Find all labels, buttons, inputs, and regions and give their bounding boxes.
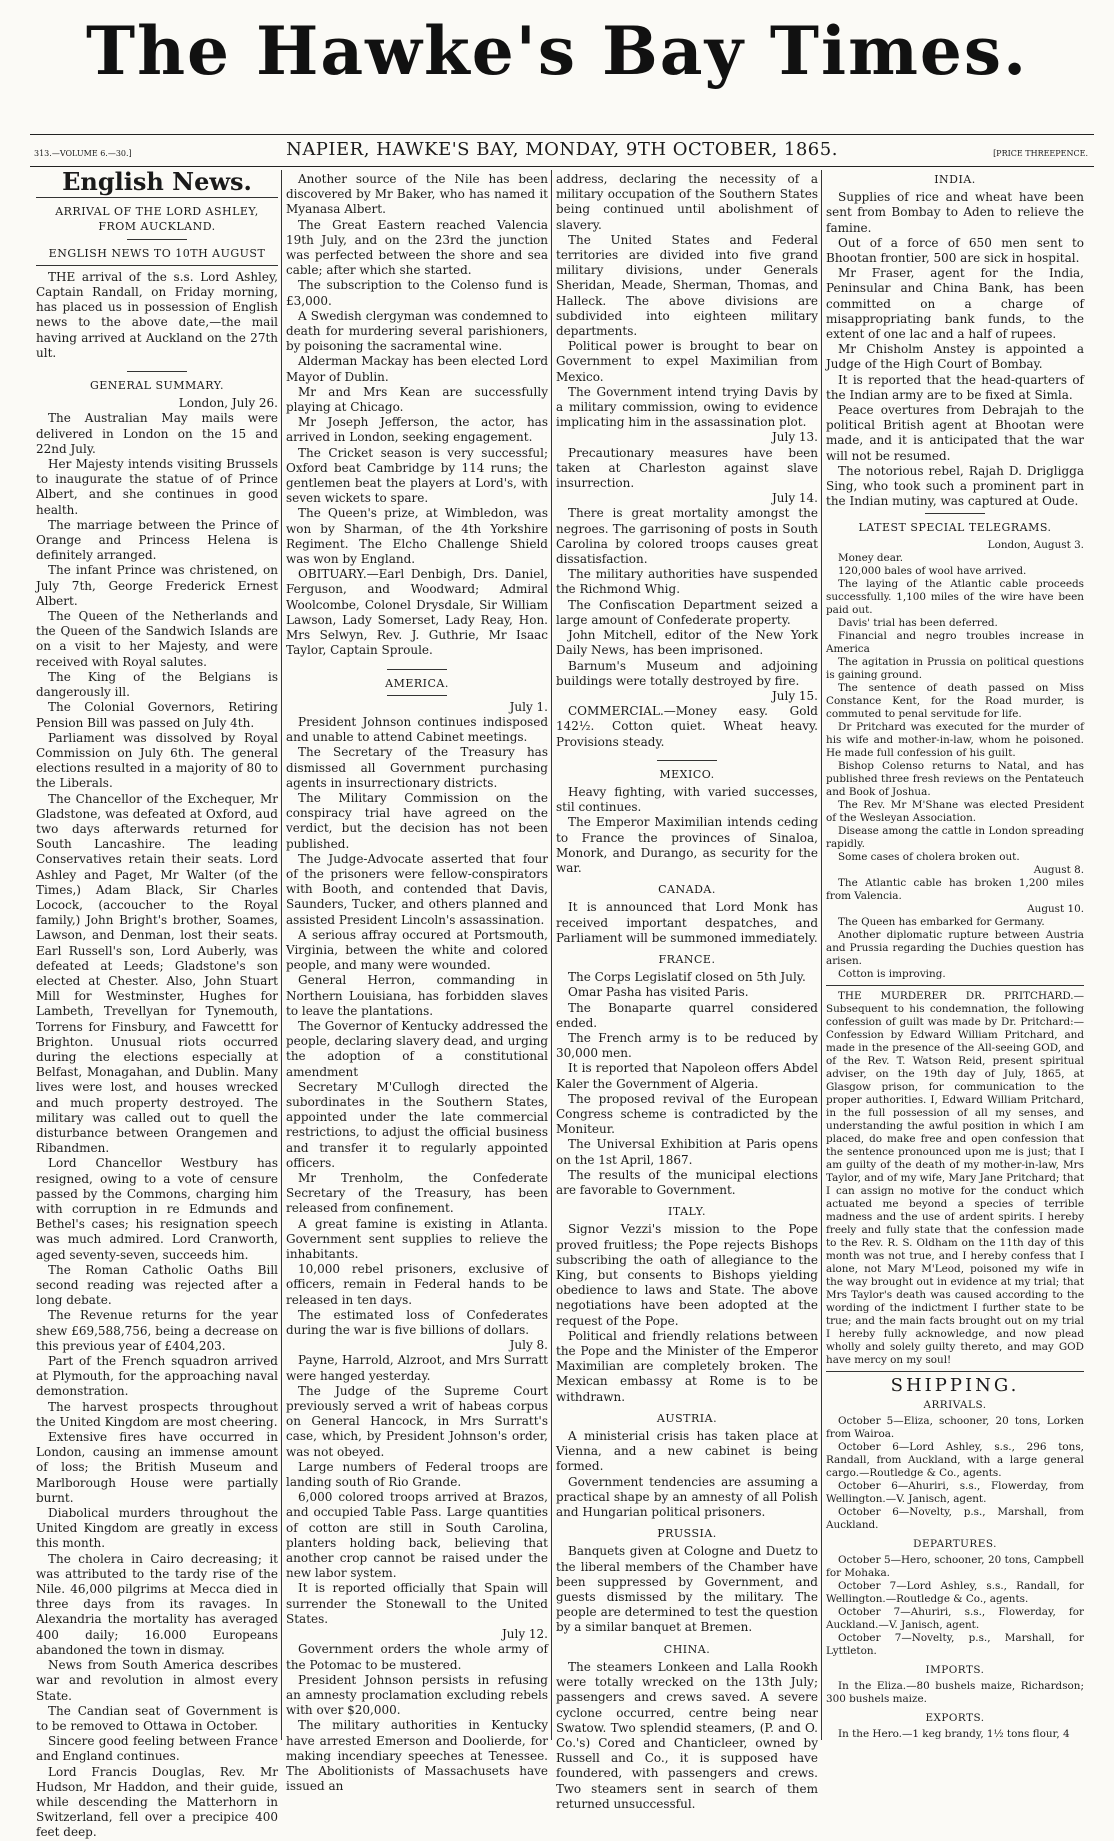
paragraph: Dr Pritchard was executed for the murder of his wife and mother-in-law, whom he poisoned. He made full confession of his guilt. [826,720,1084,759]
paragraph: The Governor of Kentucky addressed the people, declaring slavery dead, and urging the adoption of a constitutional amendment [286,1018,548,1079]
column-3 [556,172,818,1811]
paragraph: Davis' trial has been deferred. [838,616,998,629]
newspaper-title: The Hawke's Bay Times. [85,12,1029,90]
rule [36,265,278,266]
column-rule [821,170,822,1740]
shipping-heading: SHIPPING. [890,1374,1020,1396]
price: [PRICE THREEPENCE. [993,149,1088,158]
paragraph: The military authorities in Kentucky have arrested Emerson and Doolierde, for making incendiary speeches at Tenessee. The Abolitionists of Massachusets have issued an [286,1718,548,1794]
paragraph: October 5—Hero, schooner, 20 tons, Campbell for Mohaka. [826,1553,1084,1579]
paragraph: The marriage between the Prince of Orange and Princess Helena is definitely arranged. [36,517,278,563]
paragraph: There is great mortality amongst the negroes. The garrisoning of posts in South Carolina by colored troops causes great dissatisfaction. [556,506,818,567]
paragraph: The Queen has embarked for Germany. [838,915,1045,928]
paragraph: The Confiscation Department seized a large amount of Confederate property. [556,597,818,627]
dateline-text: July 13. [771,430,818,445]
paragraph: The Queen's prize, at Wimbledon, was won by Sharman, of the 4th Yorkshire Regiment. The Elcho Challenge Shield was won by England. [286,506,548,567]
article-heading: ARRIVALS. [923,1398,987,1411]
paragraph: Large numbers of Federal troops are landing south of Rio Grande. [286,1459,548,1490]
paragraph: Extensive fires have occurred in London, causing an immense amount of loss; the British Museum and Marlborough House were partially burnt. [36,1430,278,1505]
paragraph: The Atlantic cable has broken 1,200 miles from Valencia. [826,876,1084,902]
paragraph: Government orders the whole army of the Potomac to be mustered. [286,1642,548,1672]
paragraph: Mr Joseph Jefferson, the actor, has arrived in London, seeking engagement. [286,415,548,445]
paragraph: The Candian seat of Government is to be removed to Ottawa in October. [36,1703,278,1733]
paragraph: Barnum's Museum and adjoining buildings were totally destroyed by fire. [556,658,818,688]
paragraph: 120,000 bales of wool have arrived. [838,564,1027,577]
paragraph: The Government intend trying Davis by a military commission, owing to evidence implicating him in the assassination plot. [556,384,818,430]
column-rule [551,170,552,1740]
paragraph: Heavy fighting, with varied successes, stil continues. [556,784,818,815]
paragraph: THE arrival of the s.s. Lord Ashley, Captain Randall, on Friday morning, has placed us in possession of English news to the above date,—the mail having arrived at Auckland on the 27th ult. [36,269,278,360]
dateline-text: July 14. [771,491,818,506]
issue-date: NAPIER, HAWKE'S BAY, MONDAY, 9TH OCTOBER, 1865. [286,139,838,160]
paragraph: Mr Fraser, agent for the India, Peninsular and China Bank, has been committed on a charge of misappropriating bank funds, to the extent of one lac and a half of rupees. [826,266,1084,342]
paragraph: Part of the French squadron arrived at Plymouth, for the approaching naval demonstration. [36,1354,278,1399]
dateline-text: London, July 26. [178,396,278,411]
paragraph: Omar Pasha has visited Paris. [568,985,749,1000]
article-heading: DEPARTURES. [913,1537,997,1550]
article-heading: EXPORTS. [925,1711,985,1724]
article-heading: ARRIVAL OF THE LORD ASHLEY, FROM AUCKLAND. [55,205,259,234]
section-title: English News. [62,167,252,196]
paragraph: It is reported officially that Spain will surrender the Stonewall to the United States. [286,1581,548,1626]
dateline-text: July 8. [509,1338,548,1353]
paragraph: October 6—Lord Ashley, s.s., 296 tons, Randall, from Auckland, with a large general cargo.—Routledge & Co., agents. [826,1440,1084,1479]
rule [127,371,187,372]
dateline-text: July 12. [501,1627,548,1642]
paragraph: John Mitchell, editor of the New York Daily News, has been imprisoned. [556,628,818,658]
paragraph: The Judge of the Supreme Court previously served a writ of habeas corpus on General Hancock, in Mrs Surratt's case, which, by President Johnson's order, was not obeyed. [286,1383,548,1459]
article-heading: CANADA. [658,883,716,897]
paragraph: Mr Trenholm, the Confederate Secretary of the Treasury, has been released from confinement. [286,1171,548,1216]
article-heading: CHINA. [663,1642,711,1656]
paragraph: Sincere good feeling between France and England continues. [36,1734,278,1764]
paragraph: The proposed revival of the European Congress scheme is contradicted by the Moniteur. [556,1091,818,1137]
paragraph: A great famine is existing in Atlanta. Government sent supplies to relieve the inhabitants. [286,1216,548,1262]
article-heading: GENERAL SUMMARY. [89,379,225,393]
paragraph: The Colonial Governors, Retiring Pension Bill was passed on July 4th. [36,700,278,730]
paragraph: October 7—Lord Ashley, s.s., Randall, for Wellington.—Routledge & Co., agents. [826,1579,1084,1605]
paragraph: The steamers Lonkeen and Lalla Rookh were totally wrecked on the 13th July; passengers and crews saved. A severe cyclone occurred, centre being near Swatow. Two splendid steamers, (P. and O. Co.'s) Cored and Chanticleer, owned by Russell and Co., it is supposed have foundered, with passengers and crews. Two steamers sent in search of them returned unsuccessful. [556,1659,818,1811]
paragraph: Political and friendly relations between the Pope and the Minister of the Emperor Maximilian are completely broken. The Mexican embassy at Rome is to be withdrawn. [556,1328,818,1404]
paragraph: Secretary M'Cullogh directed the subordinates in the Southern States, appointed under the late commercial restrictions, to adjust the official business and transfer it to regularly appointed officers. [286,1079,548,1170]
rule [387,669,447,670]
rule [925,513,985,514]
paragraph: President Johnson persists in refusing an amnesty proclamation excluding rebels with over $20,000. [286,1672,548,1718]
rule [36,197,278,198]
paragraph: A ministerial crisis has taken place at Vienna, and a new cabinet is being formed. [556,1429,818,1474]
paragraph: The estimated loss of Confederates during the war is five billions of dollars. [286,1307,548,1338]
paragraph: The United States and Federal territories are divided into five grand military divisions, under Generals Sheridan, Meade, Sherman, Thomas, and Halleck. The above divisions are subdivided into eighteen military departments. [556,232,818,339]
paragraph: It is announced that Lord Monk has received important despatches, and Parliament will be summoned immediately. [556,900,818,945]
paragraph: 6,000 colored troops arrived at Brazos, and occupied Table Pass. Large quantities of cotton are still in South Carolina, planters holding back, believing that another crop cannot be raised under the new labor system. [286,1490,548,1581]
paragraph: OBITUARY.—Earl Denbigh, Drs. Daniel, Ferguson, and Woodward; Admiral Woolcombe, Colonel Drysdale, Sir William Lawson, Lady Somerset, Lady Reay, Hon. Mrs Selwyn, Rev. J. Guthrie, Mr Isaac Taylor, Captain Sproule. [286,567,548,658]
paragraph: The Revenue returns for the year shew £69,588,756, being a decrease on this previous year of £404,203. [36,1308,278,1353]
paragraph: General Herron, commanding in Northern Louisiana, has forbidden slaves to leave the plantations. [286,973,548,1018]
paragraph: Government tendencies are assuming a practical shape by an amnesty of all Polish and Hungarian political prisoners. [556,1474,818,1520]
rule [826,985,1084,986]
paragraph: The Bonaparte quarrel considered ended. [556,1000,818,1030]
paragraph: The Roman Catholic Oaths Bill second reading was rejected after a long debate. [36,1262,278,1308]
article-heading: INDIA. [934,173,976,186]
paragraph: Another source of the Nile has been discovered by Mr Baker, who has named it Myanasa Albert. [286,172,548,217]
paragraph: The Corps Legislatif closed on 5th July. [568,970,806,985]
paragraph: Cotton is improving. [838,967,946,980]
paragraph: In the Hero.—1 keg brandy, 1½ tons flour, 4 [838,1727,1070,1740]
volume-number: 313.—VOLUME 6.—30.] [34,149,132,158]
dateline-text: July 15. [771,688,818,703]
paragraph: The Great Eastern reached Valencia 19th July, and on the 23rd the junction was perfected between the shore and sea cable; after which she started. [286,217,548,278]
rule [30,134,1094,135]
column-1 [36,167,278,1840]
paragraph: The Queen of the Netherlands and the Queen of the Sandwich Islands are on a visit to her Majesty, and were received with Royal salutes. [36,609,278,669]
paragraph: The Chancellor of the Exchequer, Mr Gladstone, was defeated at Oxford, aud two days afterwards returned for South Lancashire. The leading Conservatives retain their seats. Lord Ashley and Paget, Mr Walter (of the Times,) Adam Black, Sir Charles Locock, (accoucher to the Royal family,) John Bright's brother, Soames, Lawson, and Denman, lost their seats. Earl Russell's son, Lord Auberly, was defeated at Leeds; Gladstone's son elected at Chester. Also, John Stuart Mill for Westminster, Hughes for Lambeth, Trevellyan for Tynemouth, Torrens for Finsbury, and Fawcettt for Brighton. Unusual riots occurred during the elections especially at Belfast, Monagahan, and Dublin. Many lives were lost, and houses wrecked and much property destroyed. The military was called out to quell the disturbance between Orangemen and Ribandmen. [36,791,278,1156]
paragraph: Financial and negro troubles increase in America [826,629,1084,655]
paragraph: Disease among the cattle in London spreading rapidly. [826,824,1084,850]
paragraph: October 6—Novelty, p.s., Marshall, from Auckland. [826,1505,1084,1531]
paragraph: COMMERCIAL.—Money easy. Gold 142½. Cotton quiet. Wheat heavy. Provisions steady. [556,704,818,749]
dateline-text: London, August 3. [987,538,1084,551]
rule [387,695,447,696]
paragraph: October 5—Eliza, schooner, 20 tons, Lorken from Wairoa. [826,1414,1084,1440]
paragraph: It is reported that Napoleon offers Abdel Kaler the Government of Algeria. [556,1061,818,1091]
article-heading: AUSTRIA. [656,1411,718,1425]
paragraph: Lord Chancellor Westbury has resigned, owing to a vote of censure passed by the Commons, charging him with corruption in re Edmunds and Bethel's cases; his resignation speech was much admired. Lord Cranworth, aged seventy-seven, succeeds him. [36,1156,278,1262]
paragraph: The notorious rebel, Rajah D. Drigligga Sing, who took such a prominent part in the Indian mutiny, was captured at Oude. [826,463,1084,509]
paragraph: Peace overtures from Debrajah to the political British agent at Bhootan were made, and it is anticipated that the war will not be resumed. [826,403,1084,463]
paragraph: In the Eliza.—80 bushels maize, Richardson; 300 bushels maize. [826,1679,1084,1705]
paragraph: Money dear. [838,551,904,564]
column-rule [281,170,282,1740]
column-4 [826,172,1084,1742]
paragraph: The Judge-Advocate asserted that four of the prisoners were fellow-conspirators with Booth, and contended that Davis, Saunders, Tucker, and others planned and assisted President Lincoln's assassination. [286,851,548,927]
paragraph: Some cases of cholera broken out. [838,850,1020,863]
paragraph: Alderman Mackay has been elected Lord Mayor of Dublin. [286,354,548,384]
article-heading: LATEST SPECIAL TELEGRAMS. [858,521,1052,535]
paragraph: Mr Chisholm Anstey is appointed a Judge of the High Court of Bombay. [826,342,1084,372]
paragraph: The military authorities have suspended the Richmond Whig. [556,567,818,597]
paragraph: Signor Vezzi's mission to the Pope proved fruitless; the Pope rejects Bishops subscribing the oath of allegiance to the King, but consents to Bishops yielding obedience to laws and State. The above negotiations have been adopted at the request of the Pope. [556,1222,818,1328]
paragraph: Precautionary measures have been taken at Charleston against slave insurrection. [556,445,818,491]
paragraph: Parliament was dissolved by Royal Commission on July 6th. The general elections resulted in a majority of 80 to the Liberals. [36,730,278,791]
paragraph: The Secretary of the Treasury has dismissed all Government purchasing agents in insurrectionary districts. [286,745,548,790]
paragraph: Out of a force of 650 men sent to Bhootan frontier, 500 are sick in hospital. [826,235,1084,266]
article-heading: PRUSSIA. [657,1527,717,1541]
dateline-text: August 8. [1033,863,1084,876]
paragraph: The results of the municipal elections are favorable to Government. [556,1167,818,1197]
paragraph: A Swedish clergyman was condemned to death for murdering several parishioners, by poisoning the sacramental wine. [286,308,548,354]
article-heading: FRANCE. [658,952,716,966]
article-heading: ENGLISH NEWS TO 10TH AUGUST [48,246,266,260]
paragraph: THE MURDERER DR. PRITCHARD.—Subsequent to his condemnation, the following confession of guilt was made by Dr. Pritchard:—Confession by Edward William Pritchard, and made in the presence of the All-seeing GOD, and of the Rev. T. Watson Reid, present spiritual adviser, on the 19th day of July, 1865, at Glasgow prison, for communication to the proper authorities. I, Edward William Pritchard, in the full possession of all my senses, and understanding the awful position in which I am placed, do make free and open confession that the sentence pronounced upon me is just; that I am guilty of the death of my mother-in-law, Mrs Taylor, and of my wife, Mary Jane Pritchard; that I can assign no motive for the conduct which actuated me beyond a species of terrible madness and the use of ardent spirits. I hereby freely and fully state that the confession made to the Rev. R. S. Oldham on the 11th day of this month was not true, and I hereby confess that I alone, not Mary M'Leod, poisoned my wife in the way brought out in evidence at my trial; that Mrs Taylor's death was caused according to the wording of the indictment I further state to be true; and the main facts brought out on my trial I hereby fully acknowledge, and now plead wholly and solely guilty thereto, and may GOD have mercy on my soul! [826,989,1084,1366]
paragraph: The agitation in Prussia on political questions is gaining ground. [826,655,1084,681]
article-heading: IMPORTS. [925,1663,985,1676]
paragraph: Another diplomatic rupture between Austria and Prussia regarding the Duchies question has arisen. [826,928,1084,967]
paragraph: The Emperor Maximilian intends ceding to France the provinces of Sinaloa, Monork, and Durango, as security for the war. [556,815,818,875]
dateline [30,137,1094,165]
paragraph: Payne, Harrold, Alzroot, and Mrs Surratt were hanged yesterday. [286,1353,548,1383]
masthead [0,0,1114,130]
paragraph: The Rev. Mr M'Shane was elected President of the Wesleyan Association. [826,798,1084,824]
paragraph: address, declaring the necessity of a military occupation of the Southern States being continued until abolishment of slavery. [556,172,818,232]
rule [826,1371,1084,1372]
paragraph: The Universal Exhibition at Paris opens on the 1st April, 1867. [556,1137,818,1167]
paragraph: Lord Francis Douglas, Rev. Mr Hudson, Mr Haddon, and their guide, while descending the Matterhorn in Switzerland, fell over a precipice 400 feet deep. [36,1764,278,1840]
paragraph: Her Majesty intends visiting Brussels to inaugurate the statue of of Prince Albert, and she continues in good health. [36,457,278,517]
paragraph: It is reported that the head-quarters of the Indian army are to be fixed at Simla. [826,372,1084,402]
paragraph: The sentence of death passed on Miss Constance Kent, for the Road murder, is commuted to penal servitude for life. [826,681,1084,720]
rule [127,239,187,240]
paragraph: The cholera in Cairo decreasing; it was attributed to the tardy rise of the Nile. 46,000 pilgrims at Mecca died in three days from its ravages. In Alexandria the mortality has averaged 400 daily; 16.000 Europeans abandoned the town in dismay. [36,1551,278,1657]
paragraph: Supplies of rice and wheat have been sent from Bombay to Aden to relieve the famine. [826,190,1084,235]
paragraph: The King of the Belgians is dangerously ill. [36,669,278,700]
dateline-text: July 1. [509,699,548,714]
paragraph: October 6—Ahuriri, s.s., Flowerday, from Wellington.—V. Janisch, agent. [826,1479,1084,1505]
paragraph: The subscription to the Colenso fund is £3,000. [286,278,548,308]
paragraph: A serious affray occured at Portsmouth, Virginia, between the white and colored people, and many were wounded. [286,927,548,973]
paragraph: President Johnson continues indisposed and unable to attend Cabinet meetings. [286,714,548,745]
paragraph: 10,000 rebel prisoners, exclusive of officers, remain in Federal hands to be released in ten days. [286,1262,548,1307]
paragraph: The harvest prospects throughout the United Kingdom are most cheering. [36,1399,278,1429]
article-heading: MEXICO. [659,767,715,781]
paragraph: The French army is to be reduced by 30,000 men. [556,1030,818,1061]
article-heading: AMERICA. [385,676,449,690]
paragraph: The laying of the Atlantic cable proceeds successfully. 1,100 miles of the wire have been paid out. [826,577,1084,616]
rule [657,760,717,761]
paragraph: Bishop Colenso returns to Natal, and has published three fresh reviews on the Pentateuch and Book of Joshua. [826,759,1084,798]
paragraph: Banquets given at Cologne and Duetz to the liberal members of the Chamber have been suppressed by Government, and guests dismissed by the military. The people are determined to test the question by a similar banquet at Bremen. [556,1544,818,1635]
article-heading: ITALY. [668,1205,706,1219]
paragraph: News from South America describes war and revolution in almost every State. [36,1658,278,1703]
paragraph: The Cricket season is very successful; Oxford beat Cambridge by 114 runs; the gentlemen beat the players at Lord's, with seven wickets to spare. [286,445,548,506]
column-2 [286,172,548,1794]
paragraph: Mr and Mrs Kean are successfully playing at Chicago. [286,384,548,415]
paragraph: The Military Commission on the conspiracy trial have agreed on the verdict, but the decision has not been published. [286,790,548,851]
paragraph: October 7—Novelty, p.s., Marshall, for Lyttleton. [826,1631,1084,1657]
paragraph: Diabolical murders throughout the United Kingdom are greatly in excess this month. [36,1506,278,1551]
dateline-text: August 10. [1027,902,1084,915]
paragraph: The Australian May mails were delivered in London on the 15 and 22nd July. [36,411,278,456]
paragraph: Political power is brought to bear on Government to expel Maximilian from Mexico. [556,339,818,384]
paragraph: October 7—Ahuriri, s.s., Flowerday, for Auckland.—V. Janisch, agent. [826,1605,1084,1631]
paragraph: The infant Prince was christened, on July 7th, George Frederick Ernest Albert. [36,563,278,608]
